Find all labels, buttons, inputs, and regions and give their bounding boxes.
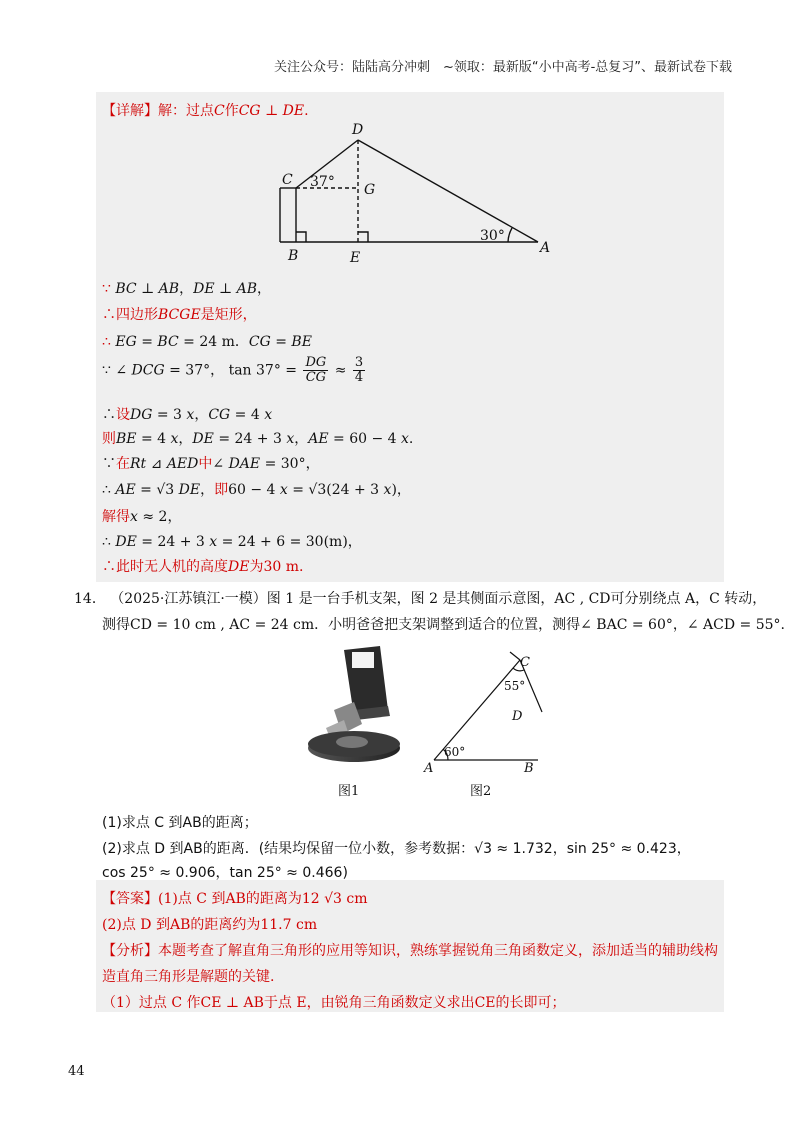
q14-line2: 测得CD = 10 cm , AC = 24 cm．小明爸爸把支架调整到适合的位置，测得∠ BAC = 60°，∠ ACD = 55°. [102,617,785,633]
step-6: 则BE = 4 x，DE = 24 + 3 x，AE = 60 − 4 x. [102,431,414,447]
triangle-figure [270,118,560,268]
step-8: ∴ AE = √3 DE，即60 − 4 x = √3(24 + 3 x)， [102,482,411,498]
q14-sub2b: cos 25° ≈ 0.906，tan 25° ≈ 0.466) [102,865,348,881]
label-e: E [350,250,361,266]
analysis-3: （1）过点 C 作CE ⊥ AB于点 E，由锐角三角函数定义求出CE的长即可； [102,995,566,1011]
fig2-label-b: B [524,761,534,776]
step-2: ∴四边形BCGE是矩形， [102,307,257,323]
fig2-angle-55: 55° [504,679,526,693]
detail-intro: 【详解】解：过点C作CG ⊥ DE. [102,103,309,119]
step-5: ∴设DG = 3 x，CG = 4 x [102,407,273,423]
angle-30: 30° [480,228,505,244]
phone-stand-photo [296,644,416,770]
figure-2-diagram [418,648,548,776]
label-a: A [540,240,551,256]
label-b: B [288,248,299,264]
step-9: 解得x ≈ 2， [102,509,182,525]
q14-line1: 14． （2025·江苏镇江·一模）图 1 是一台手机支架，图 2 是其侧面示意图，AC , CD可分别绕点 A，C 转动， [74,591,767,607]
step-1: ∵ BC ⊥ AB，DE ⊥ AB， [102,281,272,297]
label-d: D [352,122,364,138]
step-7: ∵在Rt ⊿ AED中∠ DAE = 30°， [102,456,320,472]
label-c: C [282,172,293,188]
step-3: ∴ EG = BC = 24 m．CG = BE [102,334,312,350]
page-header: 关注公众号：陆陆高分冲刺 ~领取：最新版“小中高考-总复习”、最新试卷下载 [273,60,732,75]
fig1-caption: 图1 [338,784,360,799]
angle-37: 37° [310,174,335,190]
step-11: ∴此时无人机的高度DE为30 m. [102,559,304,575]
q14-sub1: (1)求点 C 到AB的距离； [102,815,258,831]
answer-2: (2)点 D 到AB的距离约为11.7 cm [102,917,318,933]
fig2-label-a: A [424,761,434,776]
fig2-caption: 图2 [470,784,492,799]
page-number: 44 [68,1064,85,1079]
step-10: ∴ DE = 24 + 3 x = 24 + 6 = 30(m)， [102,534,362,550]
fig2-label-d: D [512,709,523,724]
q14-sub2: (2)求点 D 到AB的距离．(结果均保留一位小数，参考数据：√3 ≈ 1.732，sin 25° ≈ 0.423， [102,841,691,857]
analysis-1: 【分析】本题考查了解直角三角形的应用等知识，熟练掌握锐角三角函数定义，添加适当的辅助线构 [102,943,718,959]
fig2-label-c: C [520,655,530,670]
fig2-angle-60: 60° [444,745,466,759]
step-4: ∵ ∠ DCG = 37°， tan 37° = $\frac{DG}{CG}$ ≈ $\frac{3}{4}$ [102,355,364,385]
analysis-2: 造直角三角形是解题的关键. [102,969,275,985]
answer-1: 【答案】(1)点 C 到AB的距离为12 √3 cm [102,891,368,907]
label-g: G [364,182,376,198]
